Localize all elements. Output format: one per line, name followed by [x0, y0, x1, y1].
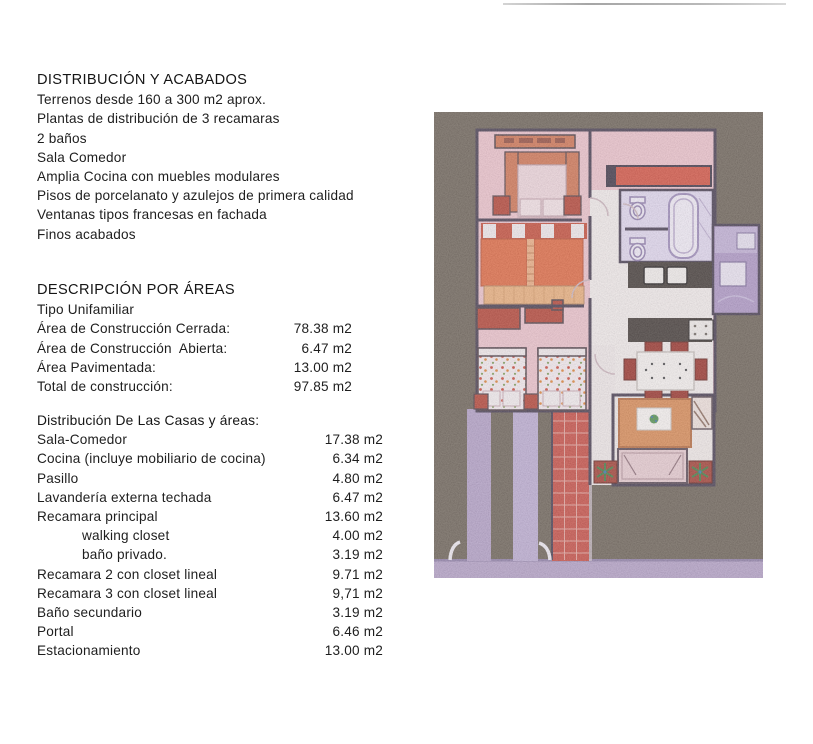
feature-line: Pisos de porcelanato y azulejos de primera calidad — [37, 188, 354, 204]
section-title: DESCRIPCIÓN POR ÁREAS — [37, 282, 235, 298]
room-row — [37, 641, 383, 660]
room-row — [37, 469, 383, 488]
area-row — [37, 377, 352, 396]
room-value: 6.47 m2 — [332, 489, 383, 505]
room-row — [37, 449, 383, 468]
room-row — [37, 488, 383, 507]
room-value: 13.60 m2 — [324, 509, 383, 525]
room-row — [37, 430, 383, 449]
room-row — [37, 507, 383, 526]
room-label: walking closet — [82, 528, 170, 544]
feature-line: Amplia Cocina con muebles modulares — [37, 169, 280, 185]
room-value: 6.46 m2 — [332, 624, 383, 640]
feature-line: Plantas de distribución de 3 recamaras — [37, 111, 280, 127]
feature-line: Sala Comedor — [37, 149, 127, 165]
room-value: 9.71 m2 — [332, 566, 383, 582]
room-label: Portal — [37, 624, 74, 640]
area-value: 6.47 m2 — [301, 340, 352, 356]
area-value: 13.00 m2 — [293, 359, 352, 375]
scan-artifact-line — [503, 3, 786, 5]
area-label: Área Pavimentada: — [37, 359, 157, 375]
feature-line: Terrenos desde 160 a 300 m2 aprox. — [37, 92, 266, 108]
section-distribucion — [37, 71, 354, 244]
scan-grain — [434, 112, 763, 578]
room-row — [37, 545, 383, 564]
room-value: 4.00 m2 — [332, 528, 383, 544]
room-label: Recamara 2 con closet lineal — [37, 566, 218, 582]
area-value: 97.85 m2 — [293, 379, 352, 395]
subtitle: Tipo Unifamiliar — [37, 302, 135, 318]
area-label: Área de Construcción Abierta: — [37, 340, 228, 356]
room-value: 4.80 m2 — [332, 470, 383, 486]
area-label: Área de Construcción Cerrada: — [37, 321, 231, 337]
section-areas — [37, 411, 383, 661]
section-descripcion — [37, 281, 352, 396]
room-row — [37, 584, 383, 603]
room-value: 3.19 m2 — [332, 547, 383, 563]
feature-line: Ventanas tipos francesas en fachada — [37, 207, 267, 223]
room-value: 17.38 m2 — [324, 432, 383, 448]
floor-plan-image — [434, 112, 763, 578]
feature-line: Finos acabados — [37, 226, 136, 242]
room-label: Sala-Comedor — [37, 432, 128, 448]
section-title: Distribución De Las Casas y áreas: — [37, 413, 260, 428]
room-value: 3.19 m2 — [332, 605, 383, 621]
room-value: 6.34 m2 — [332, 451, 383, 467]
room-label: Pasillo — [37, 470, 79, 486]
room-row — [37, 603, 383, 622]
room-row — [37, 526, 383, 545]
area-row — [37, 339, 352, 358]
room-row — [37, 565, 383, 584]
area-value: 78.38 m2 — [293, 321, 352, 337]
room-label: baño privado. — [82, 547, 167, 563]
area-row — [37, 319, 352, 338]
room-row — [37, 622, 383, 641]
section-title: DISTRIBUCIÓN Y ACABADOS — [37, 72, 248, 88]
room-label: Estacionamiento — [37, 643, 141, 659]
area-label: Total de construcción: — [37, 379, 173, 395]
room-label: Recamara principal — [37, 509, 158, 525]
room-label: Recamara 3 con closet lineal — [37, 585, 218, 601]
feature-line: 2 baños — [37, 130, 87, 146]
room-value: 9,71 m2 — [332, 585, 383, 601]
room-label: Cocina (incluye mobiliario de cocina) — [37, 451, 266, 467]
room-label: Lavandería externa techada — [37, 489, 212, 505]
room-value: 13.00 m2 — [324, 643, 383, 659]
area-row — [37, 358, 352, 377]
room-label: Baño secundario — [37, 605, 143, 621]
